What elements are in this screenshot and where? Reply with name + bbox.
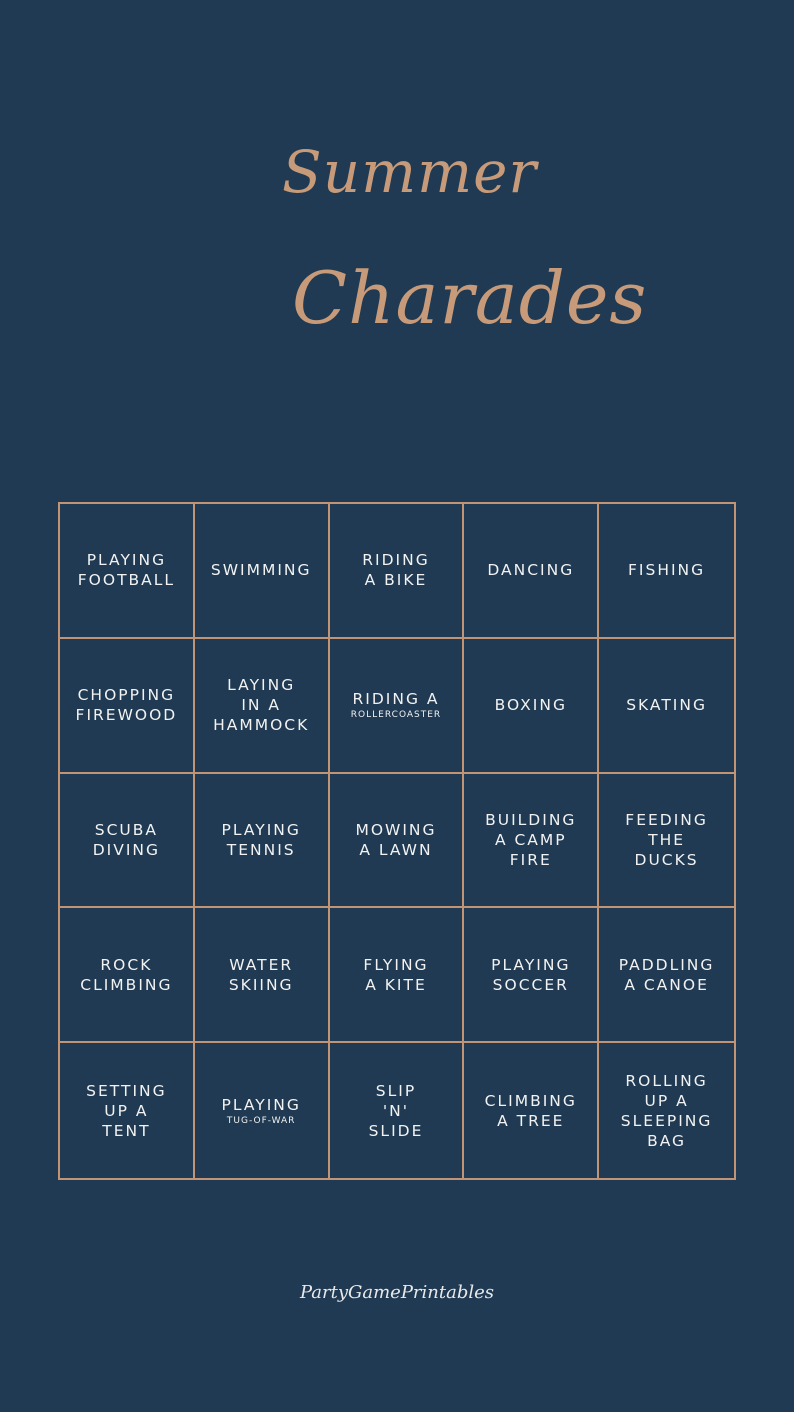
charade-cell [330, 504, 465, 639]
title-line-charades: Charades [292, 256, 648, 340]
charade-cell-text: TUG-OF-WAR [226, 1115, 296, 1126]
charade-cell [464, 639, 599, 774]
charade-cell-text: PADDLING [618, 955, 715, 974]
charade-cell-text: TENNIS [226, 840, 296, 859]
charade-cell [464, 908, 599, 1043]
charade-cell [60, 908, 195, 1043]
charade-cell-text: CLIMBING [484, 1091, 577, 1110]
charade-cell-text: BUILDING [485, 810, 577, 829]
charade-cell-text: SCUBA [94, 820, 159, 839]
charade-cell-text: HAMMOCK [213, 716, 310, 735]
charade-cell-text: SKATING [626, 696, 707, 715]
charade-cell [599, 1043, 734, 1178]
charade-cell-text: DUCKS [634, 850, 699, 869]
charade-cell-text: ROLLING [625, 1071, 708, 1090]
charade-cell-text: FLYING [363, 955, 429, 974]
charade-cell-text: RIDING A [352, 690, 440, 709]
charade-cell [60, 774, 195, 909]
charade-cell [195, 639, 330, 774]
charade-cell-text: FISHING [628, 561, 706, 580]
charade-cell-text: A BIKE [364, 571, 428, 590]
charade-cell-text: SLIP [375, 1081, 417, 1100]
charade-cell-text: THE [648, 830, 686, 849]
charade-cell-text: BOXING [494, 696, 567, 715]
charade-cell-text: A CANOE [624, 975, 709, 994]
charade-cell-text: SETTING [86, 1081, 167, 1100]
charade-cell-text: A TREE [497, 1111, 565, 1130]
charade-cell-text: FOOTBALL [77, 571, 176, 590]
title-line-summer: Summer [282, 138, 538, 206]
charade-cell [464, 1043, 599, 1178]
charade-cell-text: WATER [229, 955, 294, 974]
charade-cell-text: 'N' [382, 1101, 410, 1120]
charade-cell-text: ROCK [100, 955, 153, 974]
charade-cell [195, 908, 330, 1043]
charade-cell-text: IN A [241, 696, 282, 715]
charade-cell-text: PLAYING [221, 1095, 301, 1114]
charade-cell-text: PLAYING [221, 820, 301, 839]
charade-cell-text: FIREWOOD [75, 706, 178, 725]
charade-cell-text: TENT [102, 1121, 151, 1140]
charade-cell-text: SLEEPING [620, 1111, 713, 1130]
charade-cell-text: A CAMP [494, 830, 567, 849]
charade-cell-text: LAYING [227, 676, 296, 695]
charade-cell [464, 774, 599, 909]
charade-cell-text: MOWING [355, 820, 437, 839]
charade-cell-text: UP A [644, 1091, 689, 1110]
charade-cell [330, 908, 465, 1043]
charade-cell-text: PLAYING [86, 551, 167, 570]
charade-cell-text: PLAYING [491, 955, 571, 974]
charade-cell-text: DIVING [92, 840, 161, 859]
charade-cell-text: ROLLERCOASTER [350, 710, 442, 721]
charade-cell [330, 774, 465, 909]
charade-cell-text: RIDING [362, 551, 430, 570]
charade-cell-text: CHOPPING [77, 686, 176, 705]
charade-cell-text: UP A [104, 1101, 149, 1120]
charade-cell-text: CLIMBING [80, 975, 173, 994]
charade-cell [464, 504, 599, 639]
footer-brand: PartyGamePrintables [299, 1282, 495, 1303]
charade-cell [195, 1043, 330, 1178]
charade-cell [195, 504, 330, 639]
charades-grid [58, 502, 736, 1180]
charade-cell-text: BAG [647, 1131, 687, 1150]
charade-cell [60, 1043, 195, 1178]
charade-cell-text: A LAWN [359, 840, 433, 859]
charade-cell-text: A KITE [365, 975, 427, 994]
charade-cell [599, 639, 734, 774]
charade-cell-text: DANCING [487, 561, 575, 580]
charade-cell-text: SOCCER [492, 975, 569, 994]
charade-cell [195, 774, 330, 909]
charade-cell [330, 1043, 465, 1178]
charade-cell [330, 639, 465, 774]
charade-cell-text: FIRE [509, 850, 552, 869]
charade-cell-text: SKIING [228, 975, 294, 994]
charade-cell-text: SWIMMING [210, 561, 312, 580]
charade-cell-text: SLIDE [368, 1121, 424, 1140]
charade-cell [60, 504, 195, 639]
charade-cell [60, 639, 195, 774]
charade-cell [599, 908, 734, 1043]
charade-cell [599, 774, 734, 909]
charade-cell-text: FEEDING [625, 810, 708, 829]
charade-cell [599, 504, 734, 639]
